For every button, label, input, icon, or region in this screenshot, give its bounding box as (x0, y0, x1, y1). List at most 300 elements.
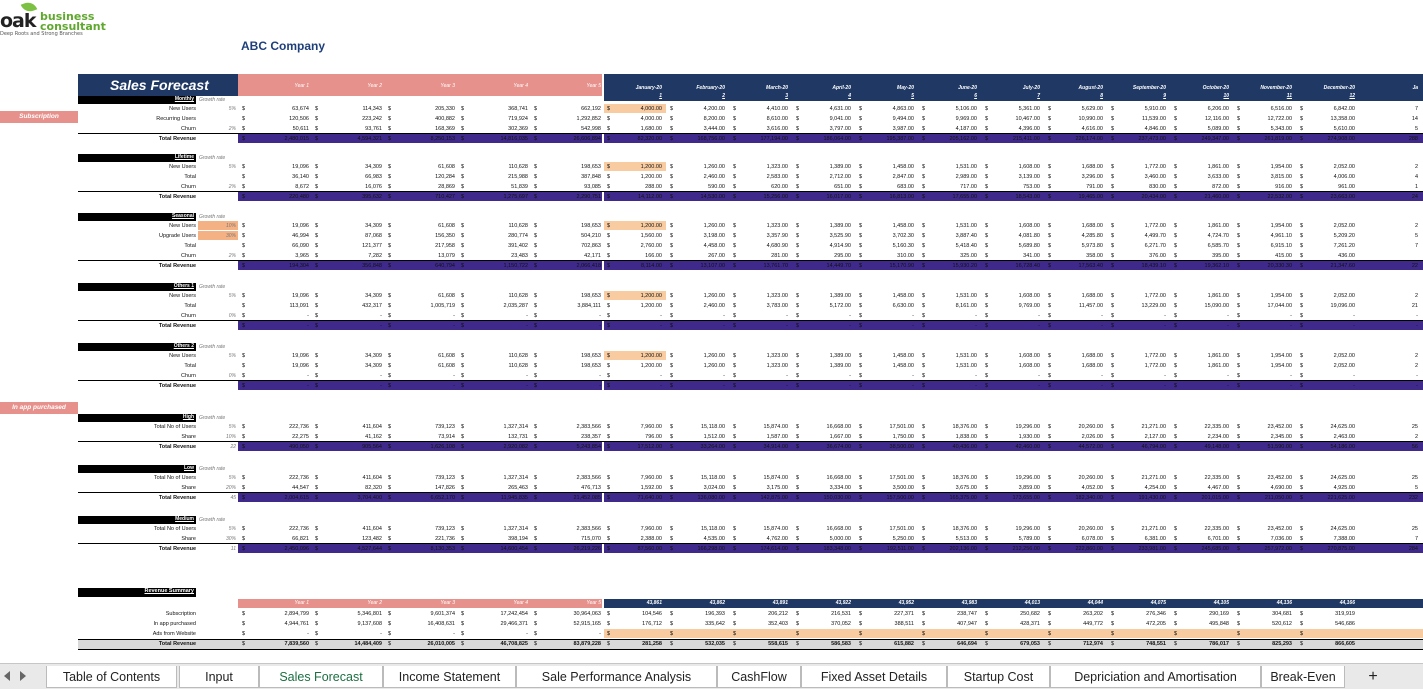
month-value[interactable]: 1,688.00 (1081, 352, 1103, 359)
year-value[interactable]: 215,988 (508, 173, 528, 180)
month-value[interactable]: 1,772.00 (1144, 352, 1166, 359)
month-value[interactable]: 1,954.00 (1270, 362, 1292, 369)
month-value[interactable]: 25 (1411, 525, 1418, 532)
month-value[interactable]: - (1353, 322, 1355, 329)
month-value[interactable]: 7 (1414, 535, 1418, 542)
year-value[interactable]: 411,604 (362, 474, 382, 481)
sheet-tab[interactable]: Sales Forecast (259, 666, 383, 688)
month-value[interactable]: 165,375.00 (949, 494, 977, 501)
month-value[interactable]: 1,592.00 (640, 484, 662, 491)
year-value[interactable]: - (307, 312, 309, 319)
month-value[interactable]: 1,200.00 (640, 362, 662, 369)
month-value[interactable]: 40,436.00 (952, 443, 977, 450)
month-value[interactable]: 1 (1414, 183, 1418, 190)
month-value[interactable]: 202,136.00 (949, 545, 977, 552)
month-value[interactable]: 1,200.00 (640, 292, 662, 299)
month-value[interactable]: 1,954.00 (1270, 222, 1292, 229)
year-value[interactable]: 61,608 (438, 352, 455, 359)
month-value[interactable]: 3,525.90 (829, 232, 851, 239)
month-value[interactable]: 13,107.00 (700, 262, 725, 269)
month-value[interactable]: 18,376.00 (952, 474, 977, 481)
revenue-year-value[interactable]: 26,010,005 (427, 640, 455, 647)
month-value[interactable]: 4,925.00 (1333, 484, 1355, 491)
growth-rate[interactable]: 10% (225, 222, 236, 229)
month-value[interactable]: 257,972.00 (1264, 545, 1292, 552)
month-value[interactable]: 211,050.00 (1264, 494, 1292, 501)
month-value[interactable]: 796.00 (645, 433, 662, 440)
revenue-month-value[interactable]: 546,686 (1335, 620, 1355, 627)
month-value[interactable]: 183,348.00 (823, 545, 851, 552)
year-value[interactable]: - (599, 382, 601, 389)
year-value[interactable]: 36,140 (292, 173, 309, 180)
month-value[interactable]: 5,910.00 (1144, 105, 1166, 112)
month-value[interactable]: 16,017.00 (826, 193, 851, 200)
month-value[interactable]: 8,114.00 (640, 262, 662, 269)
year-value[interactable]: - (453, 372, 455, 379)
month-value[interactable]: 19,296.00 (1015, 423, 1040, 430)
year-value[interactable]: 8,130,353 (430, 545, 455, 552)
month-value[interactable]: 4,285.80 (1081, 232, 1103, 239)
month-value[interactable]: 25 (1411, 423, 1418, 430)
month-value[interactable]: 5,209.20 (1333, 232, 1355, 239)
year-value[interactable]: 4,527,644 (357, 545, 382, 552)
revenue-month-value[interactable]: 532,035 (705, 640, 725, 647)
month-value[interactable]: 1,587.00 (766, 433, 788, 440)
month-value[interactable]: - (912, 382, 914, 389)
month-value[interactable]: 13,229.00 (1141, 302, 1166, 309)
month-value[interactable]: 3,296.00 (1081, 173, 1103, 180)
month-value[interactable]: 12,722.00 (1267, 115, 1292, 122)
year-value[interactable]: 23,483 (511, 252, 528, 259)
year-value[interactable]: 395,632 (362, 193, 382, 200)
month-value[interactable]: - (1038, 312, 1040, 319)
month-value[interactable]: 3,444.00 (703, 125, 725, 132)
month-value[interactable]: 19,362.10 (1204, 262, 1229, 269)
month-value[interactable]: - (1353, 382, 1355, 389)
revenue-year-value[interactable]: 2,894,799 (284, 610, 309, 617)
month-value[interactable]: - (1290, 312, 1292, 319)
month-value[interactable]: 16,668.00 (826, 423, 851, 430)
year-value[interactable]: 265,463 (508, 484, 528, 491)
month-value[interactable]: 5,789.00 (1018, 535, 1040, 542)
month-value[interactable]: 221,625.00 (1327, 494, 1355, 501)
month-value[interactable]: - (849, 322, 851, 329)
month-value[interactable]: 5 (1414, 484, 1418, 491)
month-value[interactable]: 4,254.00 (1144, 484, 1166, 491)
year-value[interactable]: 87,068 (365, 232, 382, 239)
month-value[interactable]: 2,460.00 (703, 302, 725, 309)
year-value[interactable]: 1,626,108 (430, 443, 455, 450)
revenue-year-value[interactable]: 16,408,631 (427, 620, 455, 627)
revenue-month-value[interactable]: 290,169 (1209, 610, 1229, 617)
revenue-month-value[interactable]: 520,612 (1272, 620, 1292, 627)
year-value[interactable]: 1,327,314 (503, 474, 528, 481)
revenue-month-value[interactable]: 276,346 (1146, 610, 1166, 617)
month-value[interactable]: 16,668.00 (826, 525, 851, 532)
month-value[interactable]: 7 (1414, 105, 1418, 112)
revenue-year-value[interactable]: - (526, 630, 528, 637)
year-value[interactable]: 198,653 (581, 292, 601, 299)
month-value[interactable]: 17,501.00 (889, 474, 914, 481)
month-value[interactable]: 1,323.00 (766, 222, 788, 229)
month-value[interactable]: 1,954.00 (1270, 292, 1292, 299)
month-value[interactable]: 1,954.00 (1270, 163, 1292, 170)
revenue-month-value[interactable]: 407,947 (957, 620, 977, 627)
month-value[interactable]: 13,358.00 (1330, 115, 1355, 122)
month-value[interactable]: 1,954.00 (1270, 352, 1292, 359)
year-value[interactable]: 19,096 (292, 292, 309, 299)
revenue-month-value[interactable]: 176,712 (642, 620, 662, 627)
year-value[interactable]: 223,242 (362, 115, 382, 122)
month-value[interactable]: 4,499.70 (1144, 232, 1166, 239)
month-value[interactable]: 38,500.00 (889, 443, 914, 450)
year-value[interactable]: 198,653 (581, 352, 601, 359)
year-value[interactable]: - (599, 372, 601, 379)
year-value[interactable]: 662,192 (581, 105, 601, 112)
month-value[interactable]: 21,271.00 (1141, 423, 1166, 430)
year-value[interactable]: 710,427 (435, 193, 455, 200)
revenue-month-value[interactable]: 250,682 (1020, 610, 1040, 617)
month-value[interactable]: 325.00 (960, 252, 977, 259)
revenue-year-value[interactable]: 7,839,560 (284, 640, 309, 647)
year-value[interactable]: 120,506 (289, 115, 309, 122)
month-value[interactable]: - (786, 312, 788, 319)
sheet-tab[interactable]: Income Statement (383, 666, 516, 688)
month-value[interactable]: - (1290, 382, 1292, 389)
year-value[interactable]: - (599, 322, 601, 329)
revenue-month-value[interactable]: 646,694 (957, 640, 977, 647)
month-value[interactable]: 19,296.00 (1015, 525, 1040, 532)
month-value[interactable]: 157,500.00 (886, 494, 914, 501)
month-value[interactable]: 1,200.00 (640, 173, 662, 180)
month-value[interactable]: 1,930.00 (1018, 433, 1040, 440)
month-value[interactable]: 17,501.00 (889, 525, 914, 532)
month-value[interactable]: 3,633.00 (1207, 173, 1229, 180)
month-value[interactable]: 5,106.00 (955, 105, 977, 112)
year-value[interactable]: 22,275 (292, 433, 309, 440)
month-value[interactable]: - (975, 382, 977, 389)
month-value[interactable]: 25 (1411, 474, 1418, 481)
month-value[interactable]: 21,460.00 (1204, 193, 1229, 200)
revenue-month-value[interactable]: 825,293 (1272, 640, 1292, 647)
year-value[interactable]: 238,357 (581, 433, 601, 440)
month-value[interactable]: 15,874.00 (763, 474, 788, 481)
month-value[interactable]: 33,264.00 (700, 443, 725, 450)
year-value[interactable]: - (526, 322, 528, 329)
revenue-month-value[interactable]: 558,615 (768, 640, 788, 647)
year-value[interactable]: 504,210 (581, 232, 601, 239)
month-value[interactable]: 166,298.00 (697, 545, 725, 552)
month-value[interactable]: 2 (1414, 222, 1418, 229)
revenue-year-value[interactable]: 9,601,374 (430, 610, 455, 617)
month-value[interactable]: 34,914.00 (763, 443, 788, 450)
month-value[interactable]: 3,859.00 (1018, 484, 1040, 491)
revenue-month-value[interactable]: 206,212 (768, 610, 788, 617)
year-value[interactable]: 34,309 (365, 163, 382, 170)
year-value[interactable]: 66,090 (292, 242, 309, 249)
year-value[interactable]: 198,653 (581, 222, 601, 229)
month-value[interactable]: 2 (1414, 163, 1418, 170)
month-value[interactable]: - (1227, 312, 1229, 319)
month-value[interactable]: 2,052.00 (1333, 352, 1355, 359)
revenue-month-value[interactable]: 370,052 (831, 620, 851, 627)
revenue-month-value[interactable]: 281,258 (642, 640, 662, 647)
year-value[interactable]: - (526, 372, 528, 379)
year-value[interactable]: 198,653 (581, 362, 601, 369)
year-value[interactable]: 640,794 (435, 262, 455, 269)
month-value[interactable]: - (723, 312, 725, 319)
month-value[interactable]: 13,761.70 (763, 262, 788, 269)
month-value[interactable]: 192,511.00 (886, 545, 914, 552)
month-value[interactable]: 15,118.00 (700, 474, 725, 481)
month-value[interactable]: 17,512.00 (637, 443, 662, 450)
month-value[interactable]: 8,200.00 (703, 115, 725, 122)
month-value[interactable]: 2,989.00 (955, 173, 977, 180)
month-value[interactable]: 1,861.00 (1207, 362, 1229, 369)
revenue-month-value[interactable]: 196,393 (705, 610, 725, 617)
month-value[interactable]: 1,323.00 (766, 292, 788, 299)
revenue-month-value[interactable]: 748,551 (1146, 640, 1166, 647)
year-value[interactable]: 3,884,111 (577, 302, 601, 309)
year-value[interactable]: 1,327,314 (503, 525, 528, 532)
month-value[interactable]: 245,685.00 (1201, 545, 1229, 552)
month-value[interactable]: 1,750.00 (892, 433, 914, 440)
month-value[interactable]: - (975, 322, 977, 329)
month-value[interactable]: 7,960.00 (640, 474, 662, 481)
month-value[interactable]: 1,680.00 (640, 125, 662, 132)
month-value[interactable]: 9,494.00 (892, 115, 914, 122)
month-value[interactable]: - (1164, 372, 1166, 379)
month-value[interactable]: - (1290, 322, 1292, 329)
month-value[interactable]: 21,271.00 (1141, 525, 1166, 532)
month-value[interactable]: 1,531.00 (955, 222, 977, 229)
month-value[interactable]: 6,630.00 (892, 302, 914, 309)
month-value[interactable]: 4,846.00 (1144, 125, 1166, 132)
month-value[interactable]: 174,614.00 (760, 545, 788, 552)
month-value[interactable]: 4,000.00 (640, 105, 662, 112)
year-value[interactable]: 66,821 (292, 535, 309, 542)
year-value[interactable]: 3,704,400 (357, 494, 382, 501)
year-value[interactable]: 387,848 (581, 173, 601, 180)
revenue-year-value[interactable]: - (307, 630, 309, 637)
year-value[interactable]: 217,958 (435, 242, 455, 249)
revenue-year-value[interactable]: 4,944,761 (284, 620, 309, 627)
month-value[interactable]: 1,688.00 (1081, 222, 1103, 229)
month-value[interactable]: 916.00 (1275, 183, 1292, 190)
month-value[interactable]: 9,769.00 (1018, 302, 1040, 309)
month-value[interactable]: 1,608.00 (1018, 163, 1040, 170)
month-value[interactable]: 1,389.00 (829, 362, 851, 369)
month-value[interactable]: 2,583.00 (766, 173, 788, 180)
month-value[interactable]: 20,260.00 (1078, 474, 1103, 481)
month-value[interactable]: 4,396.00 (1018, 125, 1040, 132)
sheet-tab[interactable]: Break-Even (1261, 666, 1345, 688)
month-value[interactable]: 2,127.00 (1144, 433, 1166, 440)
month-value[interactable]: 4,535.00 (703, 535, 725, 542)
month-value[interactable]: 7,960.00 (640, 525, 662, 532)
month-value[interactable]: 3,616.00 (766, 125, 788, 132)
year-value[interactable]: 34,309 (365, 352, 382, 359)
month-value[interactable]: 1,688.00 (1081, 292, 1103, 299)
month-value[interactable]: 3,815.00 (1270, 173, 1292, 180)
month-value[interactable]: 5,250.00 (892, 535, 914, 542)
month-value[interactable]: 288 (1408, 135, 1418, 142)
month-value[interactable]: 166.00 (645, 252, 662, 259)
year-value[interactable]: 61,608 (438, 292, 455, 299)
month-value[interactable]: 142,875.00 (760, 494, 788, 501)
month-value[interactable]: 232 (1408, 494, 1418, 501)
month-value[interactable]: 24 (1411, 193, 1418, 200)
year-value[interactable]: 739,123 (435, 423, 455, 430)
month-value[interactable]: 18,543.00 (1015, 193, 1040, 200)
month-value[interactable]: 54,186.00 (1330, 443, 1355, 450)
month-value[interactable]: 71,640.00 (637, 494, 662, 501)
month-value[interactable]: 1,861.00 (1207, 292, 1229, 299)
year-value[interactable]: 121,377 (362, 242, 382, 249)
year-value[interactable]: 8,250,153 (430, 135, 455, 142)
month-value[interactable]: 4,052.00 (1081, 484, 1103, 491)
month-value[interactable]: - (912, 312, 914, 319)
month-value[interactable]: 4,680.90 (766, 242, 788, 249)
month-value[interactable]: 1,323.00 (766, 352, 788, 359)
sheet-tab[interactable]: Sale Performance Analysis (516, 666, 717, 688)
month-value[interactable]: 15,930.20 (952, 262, 977, 269)
month-value[interactable]: 17,501.00 (889, 423, 914, 430)
month-value[interactable]: 3,797.00 (829, 125, 851, 132)
year-value[interactable]: 398,194 (508, 535, 528, 542)
month-value[interactable]: 791.00 (1086, 183, 1103, 190)
month-value[interactable]: 11,539.00 (1141, 115, 1166, 122)
year-value[interactable]: 476,713 (581, 484, 601, 491)
year-value[interactable]: 110,628 (508, 362, 528, 369)
growth-rate[interactable]: 30% (225, 232, 236, 239)
year-value[interactable]: 715,070 (581, 535, 601, 542)
month-value[interactable]: - (1101, 372, 1103, 379)
year-value[interactable]: - (380, 382, 382, 389)
month-value[interactable]: - (912, 322, 914, 329)
month-value[interactable]: 3,024.00 (703, 484, 725, 491)
month-value[interactable]: 4,467.00 (1207, 484, 1229, 491)
month-value[interactable]: 17,044.00 (1267, 302, 1292, 309)
month-value[interactable]: 3,887.40 (955, 232, 977, 239)
month-value[interactable]: 21,347.60 (1330, 262, 1355, 269)
year-value[interactable]: 1,005,719 (430, 302, 455, 309)
year-value[interactable]: 168,369 (435, 125, 455, 132)
month-value[interactable]: 4,006.00 (1333, 173, 1355, 180)
month-value[interactable]: - (1038, 322, 1040, 329)
month-value[interactable]: 3,139.00 (1018, 173, 1040, 180)
month-value[interactable]: 358.00 (1086, 252, 1103, 259)
month-value[interactable]: 10,990.00 (1078, 115, 1103, 122)
year-value[interactable]: 542,998 (581, 125, 601, 132)
month-value[interactable]: 6,915.10 (1270, 242, 1292, 249)
year-value[interactable]: 46,994 (292, 232, 309, 239)
year-value[interactable]: 702,863 (581, 242, 601, 249)
revenue-year-value[interactable]: - (599, 630, 601, 637)
month-value[interactable]: 186,064.00 (823, 135, 851, 142)
month-value[interactable]: 3,702.30 (892, 232, 914, 239)
year-value[interactable]: 50,611 (292, 125, 309, 132)
month-value[interactable]: 2,760.00 (640, 242, 662, 249)
month-value[interactable]: - (1353, 372, 1355, 379)
revenue-month-value[interactable]: 428,371 (1020, 620, 1040, 627)
sheet-tab[interactable]: Input (179, 666, 259, 688)
month-value[interactable]: 9,041.00 (829, 115, 851, 122)
year-value[interactable]: 13,079 (438, 252, 455, 259)
year-value[interactable]: 156,350 (435, 232, 455, 239)
revenue-month-value[interactable]: 104,546 (642, 610, 662, 617)
month-value[interactable]: 191,430.00 (1138, 494, 1166, 501)
month-value[interactable]: 1,458.00 (892, 222, 914, 229)
month-value[interactable]: 2,388.00 (640, 535, 662, 542)
year-value[interactable]: 110,628 (508, 222, 528, 229)
month-value[interactable]: 7,388.00 (1333, 535, 1355, 542)
year-value[interactable]: 222,736 (289, 525, 309, 532)
month-value[interactable]: 5,513.00 (955, 535, 977, 542)
month-value[interactable]: 2,463.00 (1333, 433, 1355, 440)
sheet-tab[interactable]: Fixed Asset Details (801, 666, 947, 688)
month-value[interactable]: 201,015.00 (1201, 494, 1229, 501)
month-value[interactable]: - (1101, 382, 1103, 389)
year-value[interactable]: 51,839 (511, 183, 528, 190)
month-value[interactable]: 5,089.00 (1207, 125, 1229, 132)
month-value[interactable]: - (1101, 322, 1103, 329)
revenue-month-value[interactable]: 335,642 (705, 620, 725, 627)
month-value[interactable]: 15,256.00 (763, 193, 788, 200)
month-value[interactable]: 56 (1411, 443, 1418, 450)
month-value[interactable]: - (1353, 312, 1355, 319)
month-value[interactable]: - (1416, 322, 1418, 329)
month-value[interactable]: 2,234.00 (1207, 433, 1229, 440)
year-value[interactable]: 110,628 (508, 352, 528, 359)
month-value[interactable]: - (723, 322, 725, 329)
month-value[interactable]: 3,500.00 (892, 484, 914, 491)
year-value[interactable]: 411,604 (362, 423, 382, 430)
year-value[interactable]: - (453, 312, 455, 319)
month-value[interactable]: 87,560.00 (637, 545, 662, 552)
revenue-month-value[interactable]: 304,681 (1272, 610, 1292, 617)
year-value[interactable]: 2,383,566 (576, 474, 601, 481)
year-value[interactable]: 66,983 (365, 173, 382, 180)
year-value[interactable]: 411,604 (362, 525, 382, 532)
year-value[interactable]: 6,652,170 (430, 494, 455, 501)
year-value[interactable]: 221,736 (435, 535, 455, 542)
month-value[interactable]: 1,458.00 (892, 362, 914, 369)
month-value[interactable]: 7,036.00 (1270, 535, 1292, 542)
month-value[interactable]: 1,200.00 (640, 163, 662, 170)
year-value[interactable]: 1,275,697 (503, 193, 528, 200)
month-value[interactable]: 17,655.00 (952, 193, 977, 200)
month-value[interactable]: - (1101, 312, 1103, 319)
year-value[interactable]: 205,330 (435, 105, 455, 112)
month-value[interactable]: 6,381.00 (1144, 535, 1166, 542)
month-value[interactable]: - (1164, 382, 1166, 389)
month-value[interactable]: 5 (1414, 125, 1418, 132)
month-value[interactable]: 17,563.40 (1078, 262, 1103, 269)
month-value[interactable]: - (1227, 382, 1229, 389)
year-value[interactable]: 198,653 (581, 163, 601, 170)
month-value[interactable]: 8,161.00 (955, 302, 977, 309)
month-value[interactable]: 6,842.00 (1333, 105, 1355, 112)
year-value[interactable]: 222,736 (289, 474, 309, 481)
month-value[interactable]: 49,148.00 (1204, 443, 1229, 450)
month-value[interactable]: 1,531.00 (955, 292, 977, 299)
year-value[interactable]: 2,450,096 (284, 545, 309, 552)
year-value[interactable]: 739,123 (435, 474, 455, 481)
year-value[interactable]: 14,816,035 (500, 135, 528, 142)
month-value[interactable]: - (660, 322, 662, 329)
month-value[interactable]: 3,357.90 (766, 232, 788, 239)
